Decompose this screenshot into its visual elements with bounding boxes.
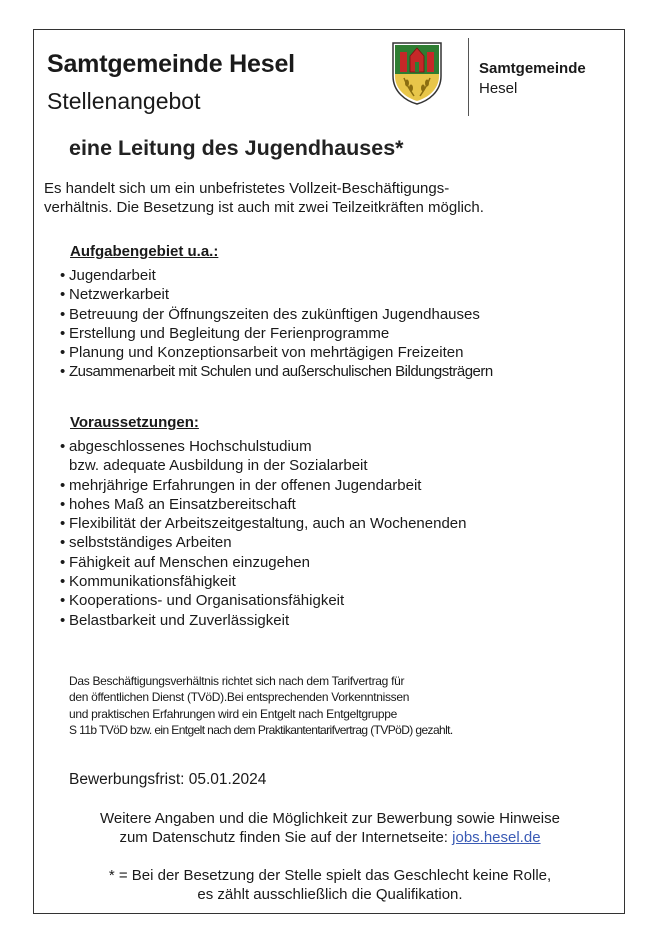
application-deadline: Bewerbungsfrist: 05.01.2024	[69, 771, 267, 788]
more-info-line: Weitere Angaben und die Möglichkeit zur Bewerbung sowie Hinweise	[100, 810, 560, 827]
requirements-list	[60, 437, 466, 630]
list-item: • abgeschlossenes Hochschulstudium bzw. adequate Ausbildung in der Sozialarbeit	[60, 438, 368, 475]
requirements-section	[60, 413, 466, 630]
list-item: • Fähigkeit auf Menschen einzugehen	[60, 553, 310, 571]
list-item: • Flexibilität der Arbeitszeitgestaltung, auch an Wochenenden	[60, 515, 467, 533]
salary-line: den öffentlichen Dienst (TVöD).Bei entsprechenden Vorkenntnissen	[69, 690, 410, 705]
logo-name: Samtgemeinde	[479, 60, 586, 77]
list-item: • Erstellung und Begleitung der Ferienprogramme	[60, 324, 390, 342]
salary-line: und praktischen Erfahrungen wird ein Entgelt nach Entgeltgruppe	[69, 706, 397, 721]
intro-line: Es handelt sich um ein unbefristetes Vollzeit-Beschäftigungs-	[44, 180, 450, 197]
list-item: • Betreuung der Öffnungszeiten des zukünftigen Jugendhauses	[60, 305, 480, 323]
salary-line: S 11b TVöD bzw. ein Entgelt nach dem Praktikantentarifvertrag (TVPöD) gezahlt.	[69, 722, 453, 737]
list-item: • Planung und Konzeptionsarbeit von mehrtägigen Freizeiten	[60, 344, 464, 362]
list-item: • hohes Maß an Einsatzbereitschaft	[60, 495, 296, 513]
list-item: • Jugendarbeit	[60, 267, 156, 284]
list-item: • Belastbarkeit und Zuverlässigkeit	[60, 611, 290, 629]
position-title: eine Leitung des Jugendhauses*	[69, 136, 404, 160]
tasks-list	[60, 266, 493, 382]
salary-text	[69, 673, 629, 738]
more-info-text	[40, 809, 620, 847]
list-item: • selbstständiges Arbeiten	[60, 534, 232, 552]
list-item: • Kommunikationsfähigkeit	[60, 573, 236, 591]
job-ad-frame	[33, 29, 625, 914]
jobs-link[interactable]: jobs.hesel.de	[452, 829, 541, 846]
list-item: • Netzwerkarbeit	[60, 286, 170, 304]
logo-subname: Hesel	[479, 80, 518, 97]
intro-text	[44, 179, 614, 217]
intro-line: verhältnis. Die Besetzung ist auch mit zwei Teilzeitkräften möglich.	[44, 199, 484, 216]
list-item: • mehrjährige Erfahrungen in der offenen Jugendarbeit	[60, 476, 422, 494]
gender-note	[40, 866, 620, 904]
coat-of-arms-icon	[390, 40, 444, 106]
tasks-section	[60, 242, 493, 382]
note-line: * = Bei der Besetzung der Stelle spielt das Geschlecht keine Rolle,	[108, 867, 552, 884]
requirements-heading: Voraussetzungen:	[70, 414, 199, 431]
more-info-line: zum Datenschutz finden Sie auf der Internetseite: jobs.hesel.de	[119, 829, 541, 846]
list-item: • Kooperations- und Organisationsfähigkeit	[60, 592, 345, 610]
tasks-heading: Aufgabengebiet u.a.:	[70, 243, 219, 260]
page-subtitle: Stellenangebot	[47, 88, 201, 114]
note-line: es zählt ausschließlich die Qualifikation.	[197, 886, 463, 903]
org-title: Samtgemeinde Hesel	[47, 50, 295, 78]
list-item: • Zusammenarbeit mit Schulen und außerschulischen Bildungsträgern	[60, 363, 493, 381]
logo-divider	[468, 38, 469, 116]
salary-line: Das Beschäftigungsverhältnis richtet sich nach dem Tarifvertrag für	[69, 674, 405, 688]
